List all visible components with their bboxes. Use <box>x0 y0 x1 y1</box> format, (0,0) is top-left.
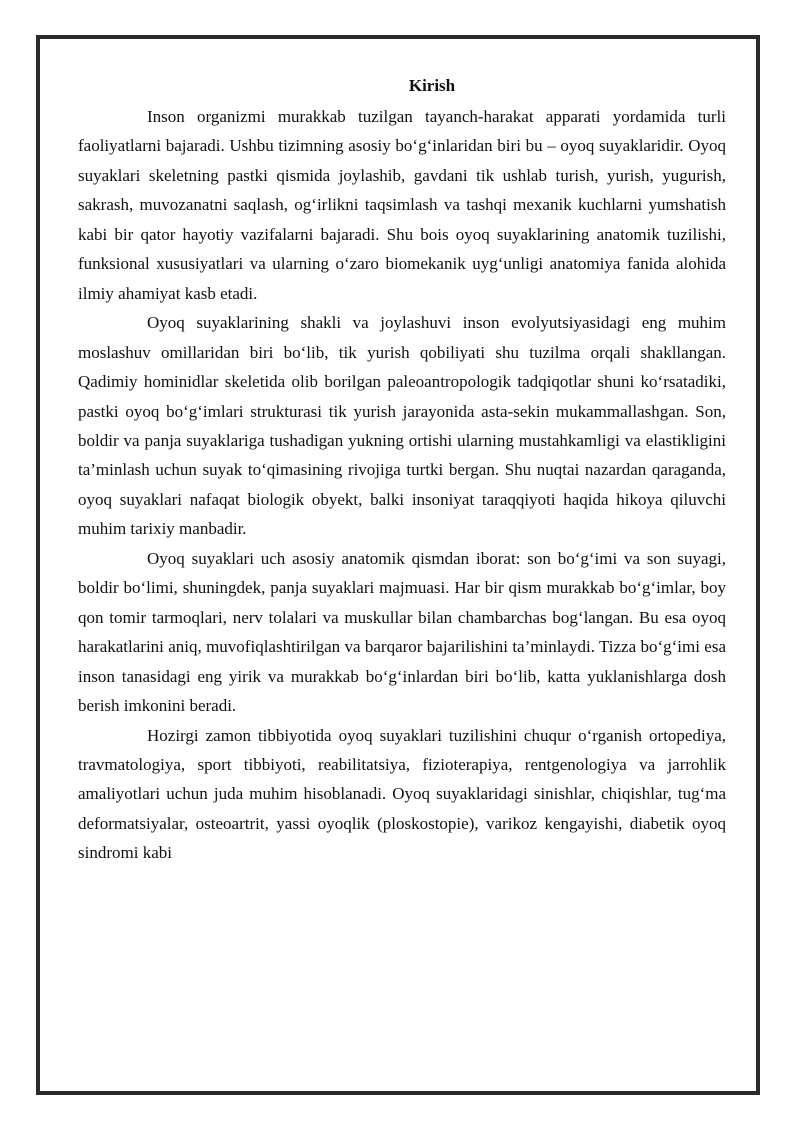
page-title: Kirish <box>408 76 456 95</box>
paragraph-2: Oyoq suyaklarining shakli va joylashuvi inson evolyutsiyasidagi eng muhim moslashuv omillaridan biri bo‘lib, tik yurish qobiliyati shu tuzilma orqali shakllangan. Qadimiy hominidlar skeletida olib borilgan paleoantropologik tadqiqotlar shuni ko‘rsatadiki, pastki oyoq bo‘g‘imlari strukturasi tik yurish jarayonida asta-sekin mukammallashgan. Son, boldir va panja suyaklariga tushadigan yukning ortishi ularning mustahkamligi va elastikligini ta’minlash uchun suyak to‘qimasining rivojiga turtki bergan. Shu nuqtai nazardan qaraganda, oyoq suyaklari nafaqat biologik obyekt, balki insoniyat taraqqiyoti haqida hikoya qiluvchi muhim tarixiy manbadir. <box>78 313 726 539</box>
paragraph-1: Inson organizmi murakkab tuzilgan tayanch-harakat apparati yordamida turli faoliyatlarni bajaradi. Ushbu tizimning asosiy bo‘g‘inlaridan biri bu – oyoq suyaklaridir. Oyoq suyaklari skeletning pastki qismida joylashib, gavdani tik ushlab turish, yurish, yugurish, sakrash, muvozanatni saqlash, og‘irlikni taqsimlash va tashqi mexanik kuchlarni yumshatish kabi bir qator hayotiy vazifalarni bajaradi. Shu bois oyoq suyaklarining anatomik tuzilishi, funksional xususiyatlari va ularning o‘zaro biomekanik uyg‘unligi anatomiya fanida alohida ilmiy ahamiyat kasb etadi. <box>78 107 726 303</box>
paragraph-3: Oyoq suyaklari uch asosiy anatomik qismdan iborat: son bo‘g‘imi va son suyagi, boldir bo‘limi, shuningdek, panja suyaklari majmuasi. Har bir qism murakkab bo‘g‘imlar, boy qon tomir tarmoqlari, nerv tolalari va muskullar bilan chambarchas bog‘langan. Bu esa oyoq harakatlarini aniq, muvofiqlashtirilgan va barqaror bajarilishini ta’minlaydi. Tizza bo‘g‘imi esa inson tanasidagi eng yirik va murakkab bo‘g‘inlardan biri bo‘lib, katta yuklanishlarga dosh berish imkonini beradi. <box>78 548 726 716</box>
paragraph-4: Hozirgi zamon tibbiyotida oyoq suyaklari tuzilishini chuqur o‘rganish ortopediya, travmatologiya, sport tibbiyoti, reabilitatsiya, fizioterapiya, rentgenologiya va jarrohlik amaliyotlari uchun juda muhim hisoblanadi. Oyoq suyaklaridagi sinishlar, chiqishlar, tug‘ma deformatsiyalar, osteoartrit, yassi oyoqlik (ploskostopie), varikoz kengayishi, diabetik oyoq sindromi kabi <box>78 725 726 863</box>
document-body <box>78 70 726 868</box>
